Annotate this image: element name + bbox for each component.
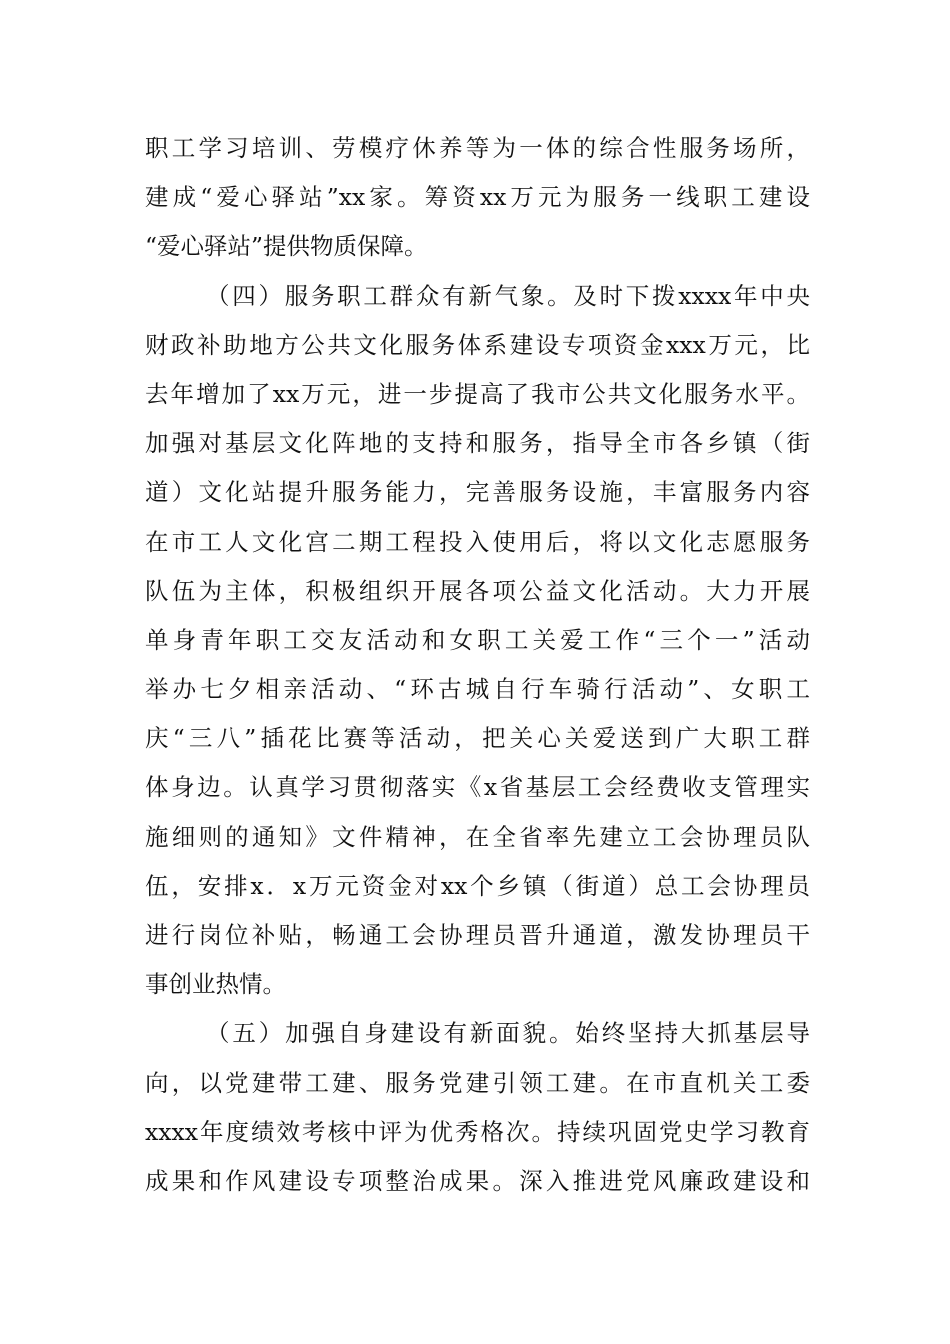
text-line: “爱心驿站”提供物质保障。 bbox=[145, 232, 428, 261]
text-line: 庆“三八”插花比赛等活动，把关心关爱送到广大职工群 bbox=[145, 724, 810, 753]
text-line: 举办七夕相亲活动、“环古城自行车骑行活动”、女职工 bbox=[145, 675, 810, 704]
text-line: 向，以党建带工建、服务党建引领工建。在市直机关工委 bbox=[145, 1068, 810, 1097]
text-line: 去年增加了xx万元，进一步提高了我市公共文化服务水平。 bbox=[145, 379, 810, 408]
text-line: xxxx年度绩效考核中评为优秀格次。持续巩固党史学习教育 bbox=[145, 1117, 810, 1146]
text-line: 在市工人文化宫二期工程投入使用后，将以文化志愿服务 bbox=[145, 527, 810, 556]
paragraph-section-5 bbox=[145, 1009, 810, 1206]
text-line: 事创业热情。 bbox=[145, 970, 286, 999]
text-line: 单身青年职工交友活动和女职工关爱工作“三个一”活动 bbox=[145, 625, 810, 654]
text-line: 进行岗位补贴，畅通工会协理员晋升通道，激发协理员干 bbox=[145, 921, 810, 949]
text-line: 财政补助地方公共文化服务体系建设专项资金xxx万元，比 bbox=[145, 330, 810, 359]
text-line: 伍，安排x．x万元资金对xx个乡镇（街道）总工会协理员 bbox=[145, 871, 810, 900]
text-line: （四）服务职工群众有新气象。及时下拨xxxx年中央 bbox=[206, 281, 810, 310]
text-line: 体身边。认真学习贯彻落实《x省基层工会经费收支管理实 bbox=[145, 773, 810, 802]
paragraph-section-4 bbox=[145, 272, 810, 1010]
text-line: 加强对基层文化阵地的支持和服务，指导全市各乡镇（街 bbox=[145, 429, 810, 458]
text-line: 队伍为主体，积极组织开展各项公益文化活动。大力开展 bbox=[145, 576, 810, 605]
text-line: 成果和作风建设专项整治成果。深入推进党风廉政建设和 bbox=[145, 1166, 810, 1195]
text-line: （五）加强自身建设有新面貌。始终坚持大抓基层导 bbox=[206, 1019, 810, 1048]
paragraph-continued bbox=[145, 124, 810, 272]
text-line: 职工学习培训、劳模疗休养等为一体的综合性服务场所， bbox=[145, 134, 810, 162]
text-line: 道）文化站提升服务能力，完善服务设施，丰富服务内容 bbox=[145, 478, 810, 507]
body-text bbox=[145, 124, 810, 1206]
text-line: 施细则的通知》文件精神，在全省率先建立工会协理员队 bbox=[145, 822, 810, 851]
text-line: 建成“爱心驿站”xx家。筹资xx万元为服务一线职工建设 bbox=[145, 183, 810, 212]
